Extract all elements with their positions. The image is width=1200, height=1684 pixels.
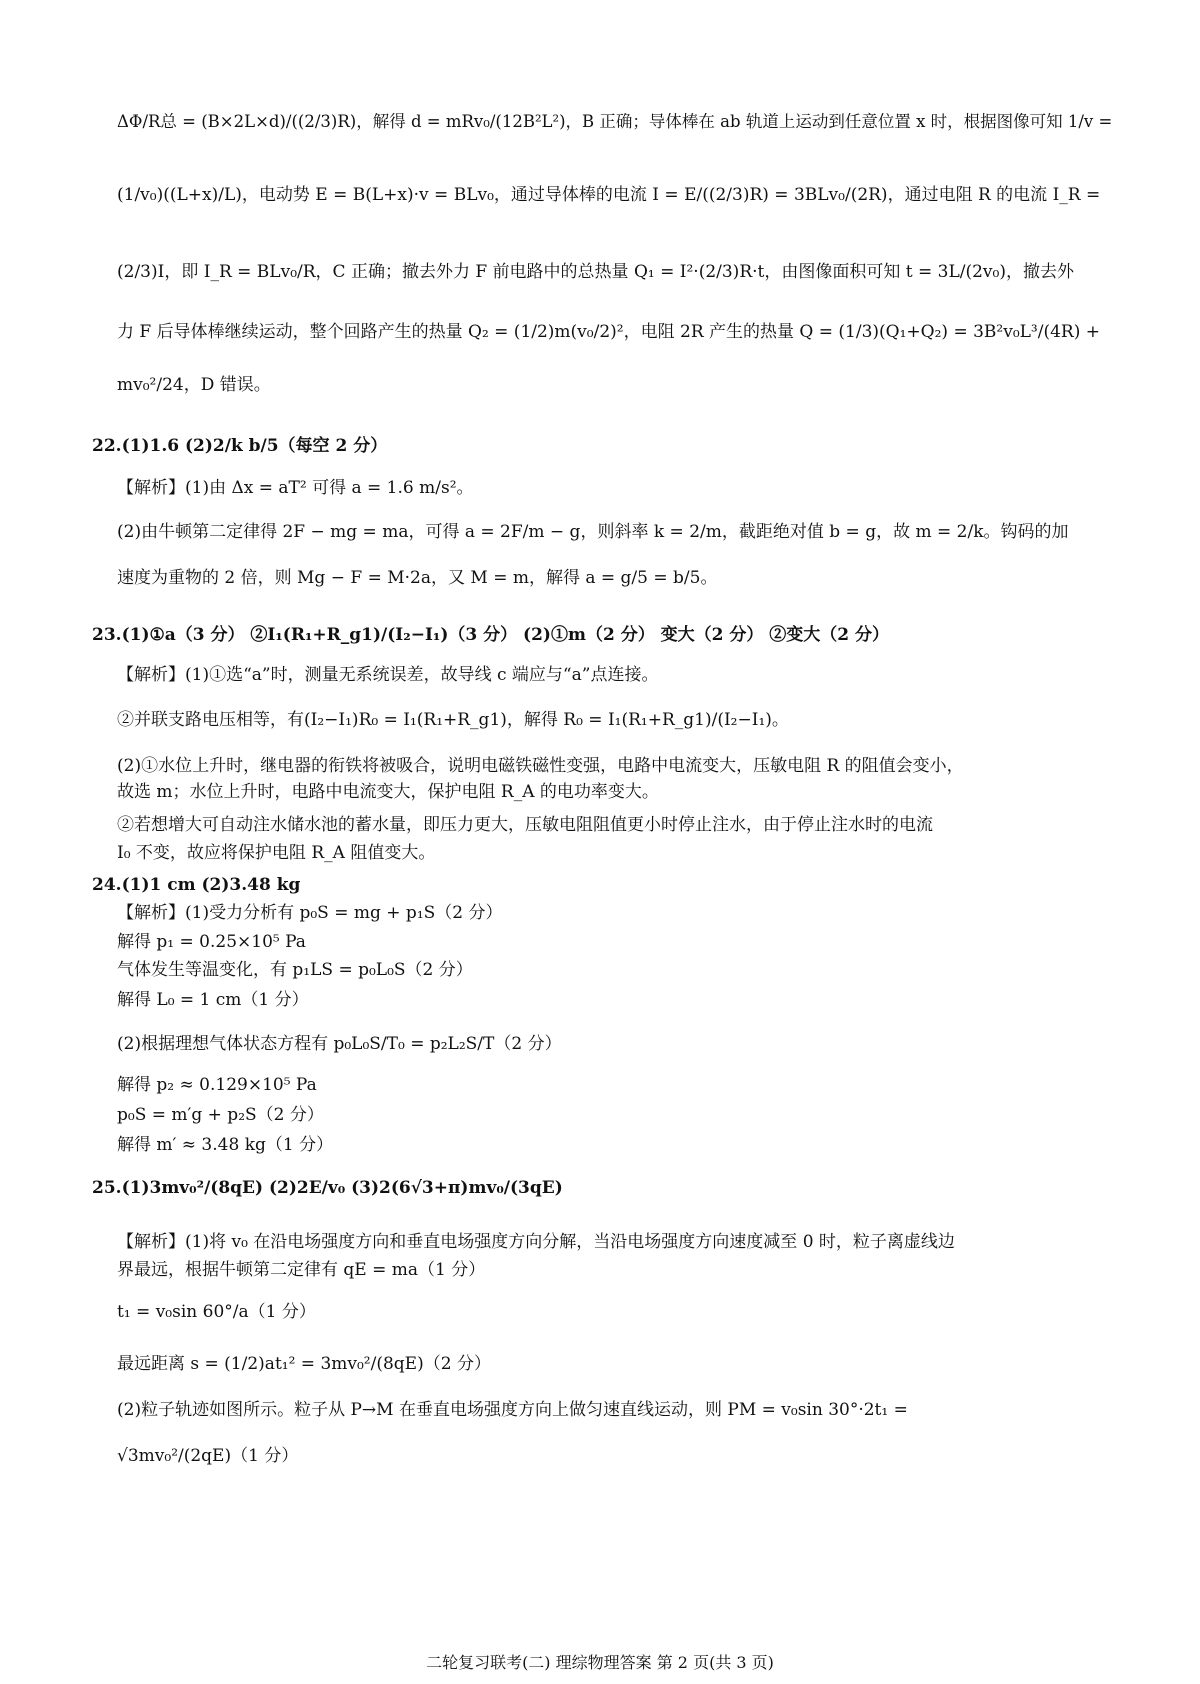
q24-answer: 24.(1)1 cm (2)3.48 kg xyxy=(92,875,301,895)
q25-analysis-3: t₁ = v₀sin 60°/a（1 分） xyxy=(117,1302,316,1322)
text-line: (2/3)I，即 I_R = BLv₀/R，C 正确；撤去外力 F 前电路中的总热量 Q₁ = I²·(2/3)R·t，由图像面积可知 t = 3L/(2v₀)，撤去外 xyxy=(117,262,1074,282)
q24-analysis-8: 解得 m′ ≈ 3.48 kg（1 分） xyxy=(117,1135,334,1155)
q22-answer: 22.(1)1.6 (2)2/k b/5（每空 2 分） xyxy=(92,436,388,456)
q24-analysis-2: 解得 p₁ = 0.25×10⁵ Pa xyxy=(117,932,306,952)
q23-analysis-5: ②若想增大可自动注水储水池的蓄水量，即压力更大，压敏电阻阻值更小时停止注水，由于停止注水时的电流 xyxy=(117,815,933,835)
q24-analysis-6: 解得 p₂ ≈ 0.129×10⁵ Pa xyxy=(117,1075,317,1095)
q23-analysis-3: (2)①水位上升时，继电器的衔铁将被吸合，说明电磁铁磁性变强，电路中电流变大，压敏电阻 R 的阻值会变小， xyxy=(117,756,964,776)
q25-analysis-6: √3mv₀²/(2qE)（1 分） xyxy=(117,1446,299,1466)
q24-analysis-1: 【解析】(1)受力分析有 p₀S = mg + p₁S（2 分） xyxy=(117,903,503,923)
q24-analysis-7: p₀S = m′g + p₂S（2 分） xyxy=(117,1105,324,1125)
q22-analysis-3: 速度为重物的 2 倍，则 Mg − F = M·2a，又 M = m，解得 a = g/5 = b/5。 xyxy=(117,568,718,588)
q23-analysis-1: 【解析】(1)①选“a”时，测量无系统误差，故导线 c 端应与“a”点连接。 xyxy=(117,665,659,685)
q22-analysis-2: (2)由牛顿第二定律得 2F − mg = ma，可得 a = 2F/m − g，则斜率 k = 2/m，截距绝对值 b = g，故 m = 2/k。钩码的加 xyxy=(117,522,1069,542)
text-line: 力 F 后导体棒继续运动，整个回路产生的热量 Q₂ = (1/2)m(v₀/2)²，电阻 2R 产生的热量 Q = (1/3)(Q₁+Q₂) = 3B²v₀L³/(4R) + xyxy=(117,322,1101,342)
q24-analysis-4: 解得 L₀ = 1 cm（1 分） xyxy=(117,990,309,1010)
page-footer: 二轮复习联考(二) 理综物理答案 第 2 页(共 3 页) xyxy=(426,1653,774,1672)
q25-answer: 25.(1)3mv₀²/(8qE) (2)2E/v₀ (3)2(6√3+π)mv₀/(3qE) xyxy=(92,1178,563,1198)
text-line: (1/v₀)((L+x)/L)，电动势 E = B(L+x)·v = BLv₀，通过导体棒的电流 I = E/((2/3)R) = 3BLv₀/(2R)，通过电阻 R 的电流 I_R = xyxy=(117,185,1101,205)
q25-analysis-1: 【解析】(1)将 v₀ 在沿电场强度方向和垂直电场强度方向分解，当沿电场强度方向速度减至 0 时，粒子离虚线边 xyxy=(117,1232,955,1252)
q25-analysis-5: (2)粒子轨迹如图所示。粒子从 P→M 在垂直电场强度方向上做匀速直线运动，则 PM = v₀sin 30°·2t₁ = xyxy=(117,1400,908,1420)
q23-analysis-2: ②并联支路电压相等，有(I₂−I₁)R₀ = I₁(R₁+R_g1)，解得 R₀ = I₁(R₁+R_g1)/(I₂−I₁)。 xyxy=(117,710,789,730)
q22-analysis-1: 【解析】(1)由 Δx = aT² 可得 a = 1.6 m/s²。 xyxy=(117,478,474,498)
q24-analysis-5: (2)根据理想气体状态方程有 p₀L₀S/T₀ = p₂L₂S/T（2 分） xyxy=(117,1034,562,1054)
q24-analysis-3: 气体发生等温变化，有 p₁LS = p₀L₀S（2 分） xyxy=(117,960,473,980)
q25-analysis-2: 界最远，根据牛顿第二定律有 qE = ma（1 分） xyxy=(117,1260,486,1280)
q25-analysis-4: 最远距离 s = (1/2)at₁² = 3mv₀²/(8qE)（2 分） xyxy=(117,1354,491,1374)
q23-answer: 23.(1)①a（3 分） ②I₁(R₁+R_g1)/(I₂−I₁)（3 分） (2)①m（2 分） 变大（2 分） ②变大（2 分） xyxy=(92,625,890,645)
q23-analysis-4: 故选 m；水位上升时，电路中电流变大，保护电阻 R_A 的电功率变大。 xyxy=(117,782,659,802)
q23-analysis-6: I₀ 不变，故应将保护电阻 R_A 阻值变大。 xyxy=(117,843,436,863)
text-line: ΔΦ/R总 = (B×2L×d)/((2/3)R)，解得 d = mRv₀/(12B²L²)，B 正确；导体棒在 ab 轨道上运动到任意位置 x 时，根据图像可知 1/v = xyxy=(117,112,1113,131)
text-line: mv₀²/24，D 错误。 xyxy=(117,375,271,395)
